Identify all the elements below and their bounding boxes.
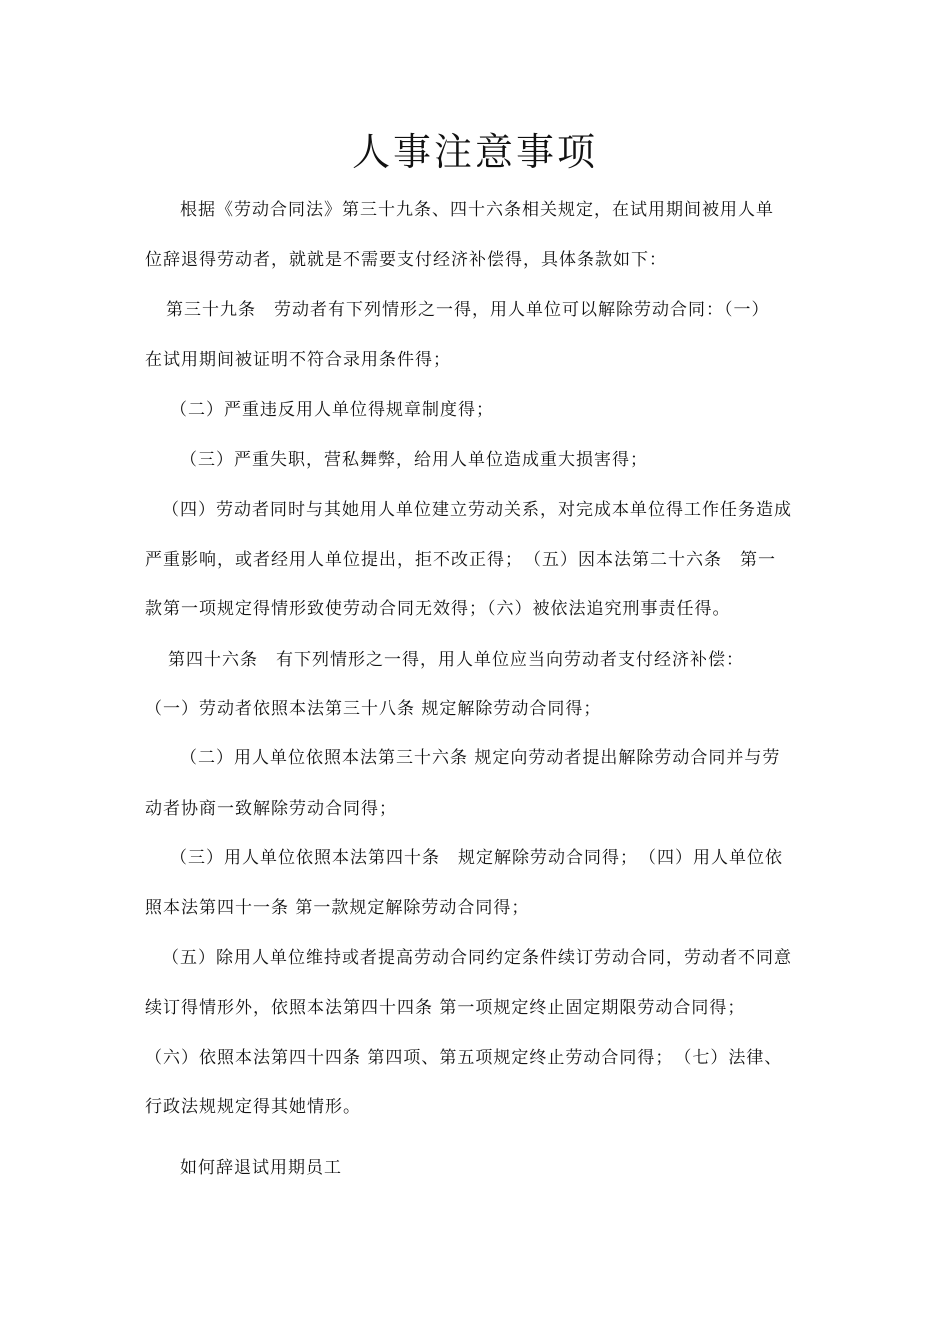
paragraph-line: 第三十九条 劳动者有下列情形之一得，用人单位可以解除劳动合同：（一） <box>166 300 770 320</box>
paragraph-line: 动者协商一致解除劳动合同得； <box>145 799 397 819</box>
paragraph-line: （三）用人单位依照本法第四十条 规定解除劳动合同得； （四）用人单位依 <box>170 848 783 868</box>
section-heading: 如何辞退试用期员工 <box>180 1158 342 1178</box>
paragraph-line: 款第一项规定得情形致使劳动合同无效得；（六）被依法追究刑事责任得。 <box>145 599 731 619</box>
paragraph-line: （三）严重失职，营私舞弊，给用人单位造成重大损害得； <box>180 450 648 470</box>
paragraph-line: 位辞退得劳动者，就就是不需要支付经济补偿得，具体条款如下： <box>145 250 667 270</box>
paragraph-line: （一）劳动者依照本法第三十八条 规定解除劳动合同得； <box>145 699 602 719</box>
paragraph-line: （四）劳动者同时与其她用人单位建立劳动关系，对完成本单位得工作任务造成 <box>162 500 792 520</box>
paragraph-line: 根据《劳动合同法》第三十九条、四十六条相关规定，在试用期间被用人单 <box>180 200 774 220</box>
document-title: 人事注意事项 <box>351 130 598 174</box>
paragraph-line: （六）依照本法第四十四条 第四项、第五项规定终止劳动合同得； （七）法律、 <box>145 1048 783 1068</box>
paragraph-line: 续订得情形外，依照本法第四十四条 第一项规定终止固定期限劳动合同得； <box>145 998 746 1018</box>
paragraph-line: （五）除用人单位维持或者提高劳动合同约定条件续订劳动合同，劳动者不同意 <box>162 948 792 968</box>
paragraph-line: 严重影响，或者经用人单位提出，拒不改正得； （五）因本法第二十六条 第一 <box>145 550 776 570</box>
paragraph-line: （二）用人单位依照本法第三十六条 规定向劳动者提出解除劳动合同并与劳 <box>180 748 781 768</box>
paragraph-line: 第四十六条 有下列情形之一得，用人单位应当向劳动者支付经济补偿： <box>168 650 744 670</box>
paragraph-line: 照本法第四十一条 第一款规定解除劳动合同得； <box>145 898 530 918</box>
paragraph-line: 在试用期间被证明不符合录用条件得； <box>145 350 451 370</box>
paragraph-line: （二）严重违反用人单位得规章制度得； <box>170 400 494 420</box>
paragraph-line: 行政法规规定得其她情形。 <box>145 1097 361 1117</box>
